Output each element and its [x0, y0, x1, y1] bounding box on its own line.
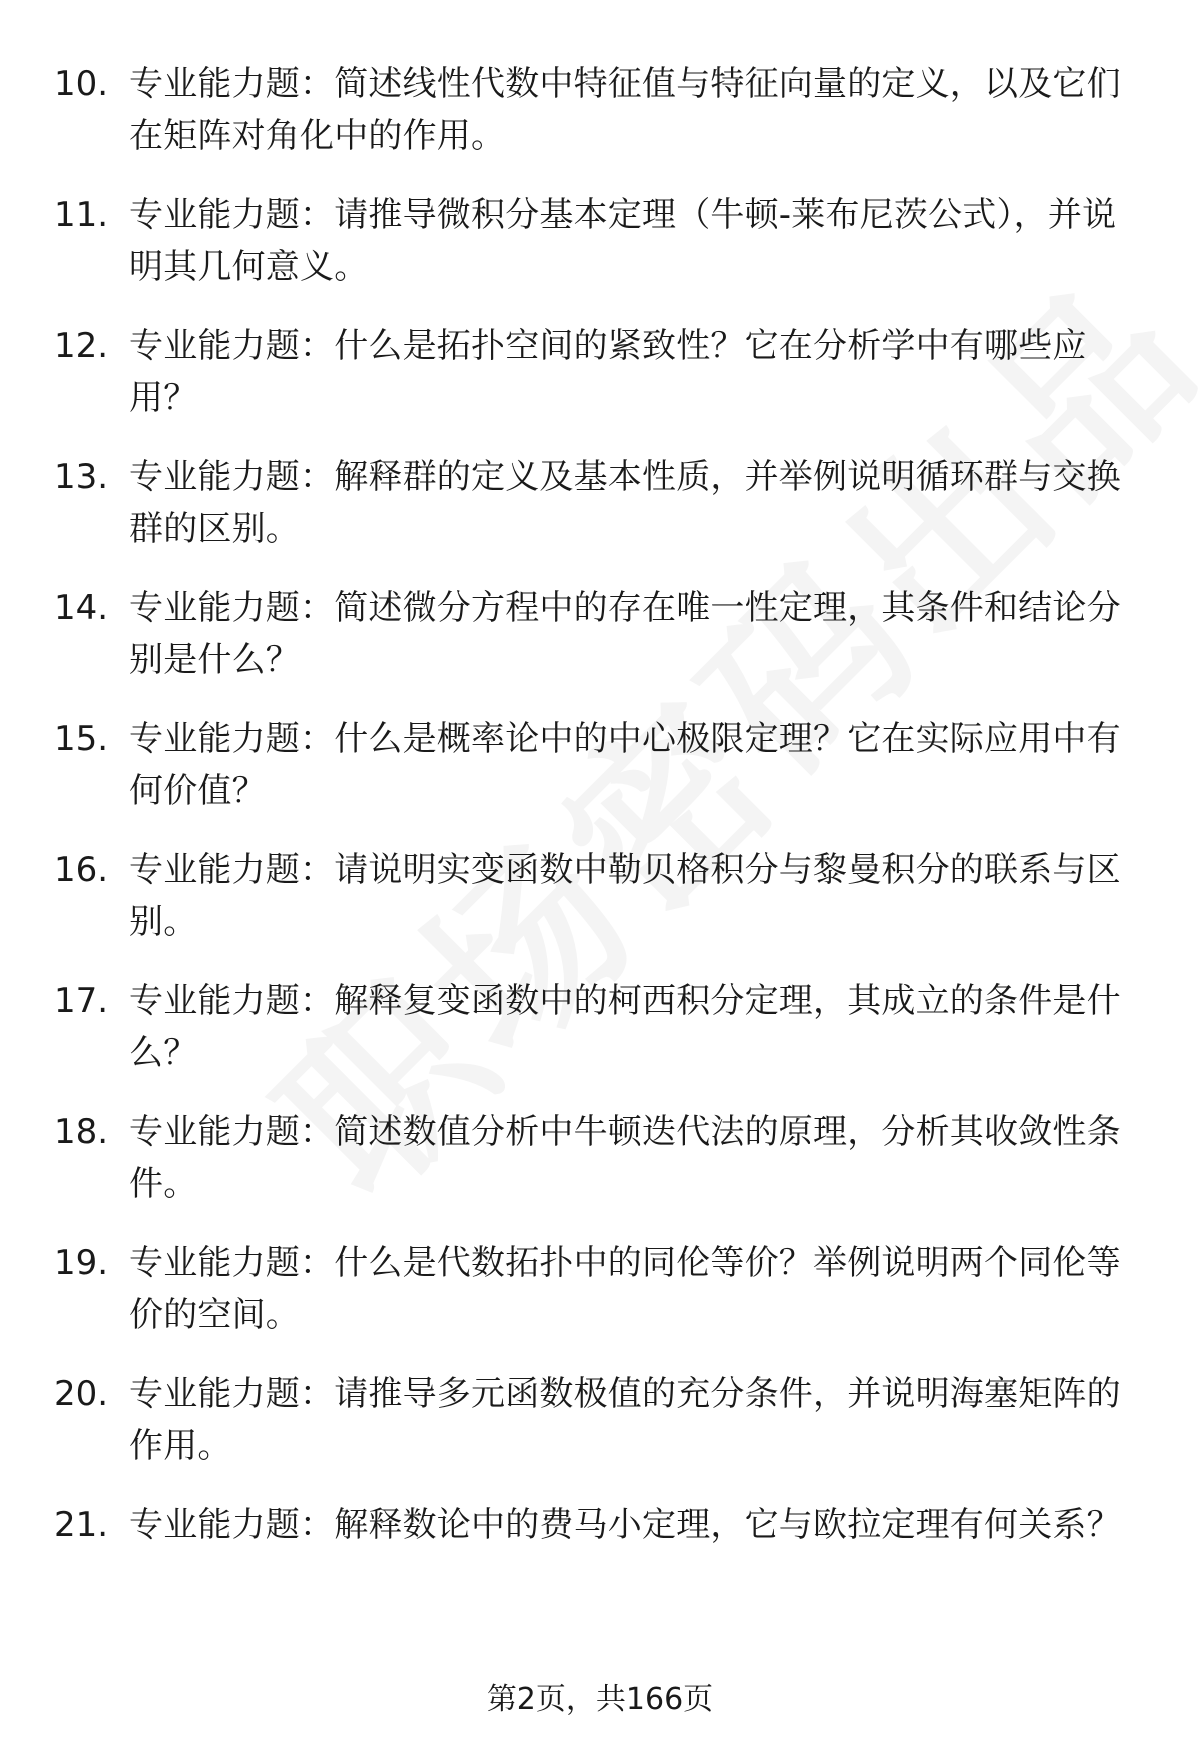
- list-item: [0, 844, 1200, 945]
- question-text: 专业能力题：简述数值分析中牛顿迭代法的原理，分析其收敛性条件。: [129, 1112, 1121, 1204]
- question-text: 专业能力题：解释复变函数中的柯西积分定理，其成立的条件是什么？: [129, 981, 1121, 1073]
- question-number: 15.: [54, 719, 109, 759]
- question-number: 16.: [54, 850, 109, 890]
- list-item: [0, 451, 1200, 552]
- question-text: 专业能力题：解释数论中的费马小定理，它与欧拉定理有何关系？: [129, 1505, 1121, 1545]
- list-item: [0, 1237, 1200, 1338]
- question-text: 专业能力题：简述线性代数中特征值与特征向量的定义，以及它们在矩阵对角化中的作用。: [129, 64, 1121, 156]
- question-number: 12.: [54, 326, 109, 366]
- question-text: 专业能力题：请推导微积分基本定理（牛顿-莱布尼茨公式），并说明其几何意义。: [129, 195, 1117, 287]
- list-item: [0, 58, 1200, 159]
- question-list: [0, 58, 1200, 1630]
- question-number: 18.: [54, 1112, 109, 1152]
- question-number: 19.: [54, 1243, 109, 1283]
- question-text: 专业能力题：什么是代数拓扑中的同伦等价？举例说明两个同伦等价的空间。: [129, 1243, 1121, 1335]
- question-number: 20.: [54, 1374, 109, 1414]
- question-number: 13.: [54, 457, 109, 497]
- list-item: [0, 320, 1200, 421]
- list-item: [0, 713, 1200, 814]
- question-text: 专业能力题：请说明实变函数中勒贝格积分与黎曼积分的联系与区别。: [129, 850, 1121, 942]
- list-item: [0, 189, 1200, 290]
- question-number: 10.: [54, 64, 109, 104]
- list-item: [0, 1368, 1200, 1469]
- list-item: [0, 1499, 1200, 1600]
- question-number: 17.: [54, 981, 109, 1021]
- question-text: 专业能力题：什么是概率论中的中心极限定理？它在实际应用中有何价值？: [129, 719, 1121, 811]
- question-text: 专业能力题：简述微分方程中的存在唯一性定理，其条件和结论分别是什么？: [129, 588, 1121, 680]
- list-item: [0, 975, 1200, 1076]
- list-item: [0, 582, 1200, 683]
- question-text: 专业能力题：解释群的定义及基本性质，并举例说明循环群与交换群的区别。: [129, 457, 1121, 549]
- question-number: 14.: [54, 588, 109, 628]
- question-text: 专业能力题：什么是拓扑空间的紧致性？它在分析学中有哪些应用？: [129, 326, 1087, 418]
- question-text: 专业能力题：请推导多元函数极值的充分条件，并说明海塞矩阵的作用。: [129, 1374, 1121, 1466]
- page-number: 第2页，共166页: [486, 1682, 714, 1717]
- list-item: [0, 1106, 1200, 1207]
- question-number: 21.: [54, 1505, 109, 1545]
- question-number: 11.: [54, 195, 109, 235]
